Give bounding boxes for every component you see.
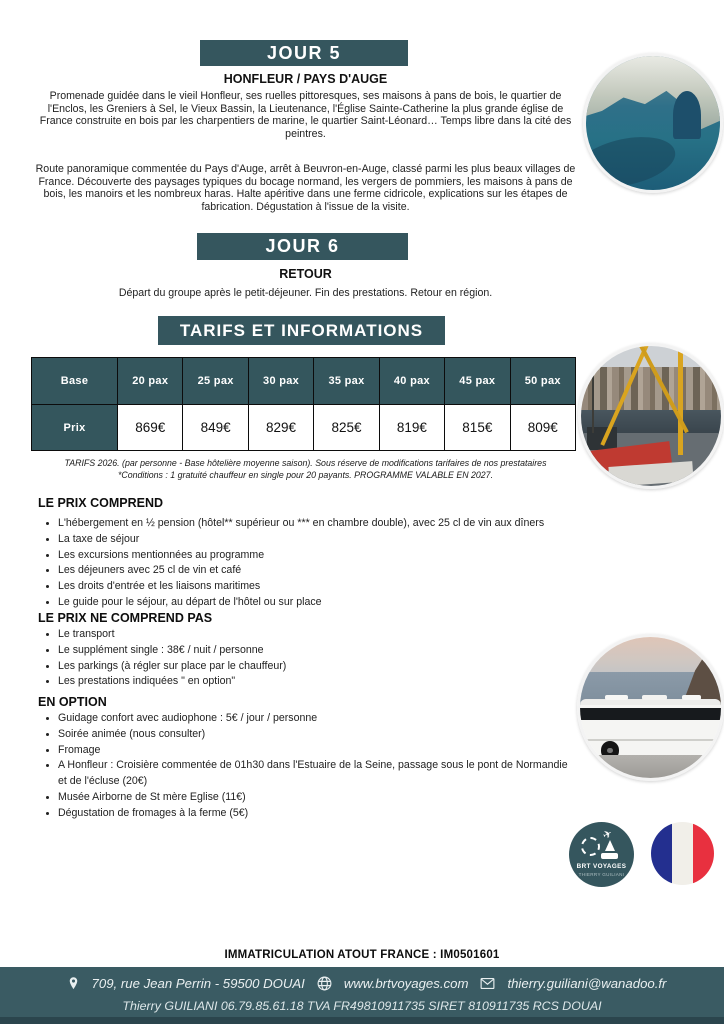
bullet-item: • L'hébergement en ½ pension (hôtel** supérieur ou *** en chambre double), avec 25 cl de vin aux dîners [58,516,569,532]
price-35pax: 825€ [314,405,379,451]
bullet-item: • Le guide pour le séjour, au départ de l'hôtel ou sur place [58,595,569,611]
day6-title: JOUR 6 [265,236,340,256]
footer-address: 709, rue Jean Perrin - 59500 DOUAI [91,976,305,991]
footer-bar [0,967,724,1024]
options-list [44,711,569,822]
immatriculation-line: IMMATRICULATION ATOUT FRANCE : IM0501601 [224,949,500,961]
bullet-item: • A Honfleur : Croisière commentée de 01h30 dans l'Estuaire de la Seine, passage sous le pont de Normandie et de l'écluse (20€) [58,758,569,790]
location-pin-icon [66,976,81,991]
bullet-item: • Soirée animée (nous consulter) [58,727,569,743]
price-30pax: 829€ [248,405,313,451]
not-included-list [44,627,569,690]
footer-contact-row [14,975,718,992]
col-30pax: 30 pax [248,358,313,405]
col-35pax: 35 pax [314,358,379,405]
footer-website-link[interactable]: www.brtvoyages.com [343,976,469,991]
price-25pax: 849€ [183,405,248,451]
bullet-item: • Musée Airborne de St mère Eglise (11€) [58,790,569,806]
sailboat-icon [605,840,615,851]
day5-paragraph-2: Route panoramique commentée du Pays d'Auge, arrêt à Beuvron-en-Auge, classé parmi les plus beaux villages de France. Découverte des paysages typiques du bocage normand, les vergers de pommiers, les maisons à pans de bois, les manoirs et les nombreux haras. Halte apéritive dans une ferme cidricole, explications sur les étapes de fabrication. Dégustation à l'issue de la visite. [35,163,576,213]
day5-subtitle: HONFLEUR / PAYS D'AUGE [223,72,388,86]
price-row-label: Prix [32,405,118,451]
bullet-item: • La taxe de séjour [58,532,569,548]
footer-bottom-strip [0,1017,724,1024]
included-list [44,516,569,611]
price-20pax: 869€ [118,405,183,451]
col-50pax: 50 pax [510,358,575,405]
tarifs-note-line1: TARIFS 2026. (par personne - Base hôtelière moyenne saison). Sous réserve de modifications tarifaires de nos prestataires [64,458,547,468]
bullet-item: • Les excursions mentionnées au programme [58,548,569,564]
day6-header-box [197,233,408,260]
bullet-item: • Les droits d'entrée et les liaisons maritimes [58,579,569,595]
envelope-icon [479,975,496,992]
price-table-header-row [32,358,576,405]
footer-legal-line: Thierry GUILIANI 06.79.85.61.18 TVA FR49810911735 SIRET 810911735 RCS DOUAI [122,999,602,1013]
bullet-item: • Les prestations indiquées " en option" [58,674,569,690]
bus-icon [601,853,618,859]
price-45pax: 815€ [445,405,510,451]
logo-subtitle: THIERRY GUILIANI [578,872,625,877]
section-heading-not-included: LE PRIX NE COMPREND PAS [38,611,213,625]
bullet-item: • Fromage [58,743,569,759]
bullet-item: • Guidage confort avec audiophone : 5€ / jour / personne [58,711,569,727]
airplane-icon: ✈ [600,826,615,843]
bullet-item: • Les déjeuners avec 25 cl de vin et café [58,563,569,579]
bullet-item: • Dégustation de fromages à la ferme (5€) [58,806,569,822]
tarifs-note [35,458,576,481]
french-flag-icon [651,822,714,885]
bullet-item: • Le supplément single : 38€ / nuit / personne [58,643,569,659]
etretat-cliffs-photo [583,53,723,193]
bullet-item: • Les parkings (à régler sur place par le chauffeur) [58,659,569,675]
price-50pax: 809€ [510,405,575,451]
day5-paragraph-1: Promenade guidée dans le vieil Honfleur, ses ruelles pittoresques, ses maisons à pans de bois, le quartier de l'Enclos, les Greniers à Sel, le Vieux Bassin, la Lieutenance, l'Église Sainte-Catherine la plus grande église de France construite en bois par les charpentiers de marine, le quartier Saint-Léonard… Temps libre dans la cité des peintres. [39,90,572,140]
price-table-corner: Base [32,358,118,405]
price-40pax: 819€ [379,405,444,451]
coach-bus-photo [577,634,724,781]
col-25pax: 25 pax [183,358,248,405]
price-table-values-row [32,405,576,451]
tarifs-title: TARIFS ET INFORMATIONS [179,320,424,340]
brt-voyages-logo [569,822,634,887]
ship-wheel-icon [581,837,600,856]
footer-email-link[interactable]: thierry.guiliani@wanadoo.fr [507,976,667,991]
logo-title: BRT VOYAGES [576,863,627,870]
col-20pax: 20 pax [118,358,183,405]
price-table [31,357,576,451]
day5-title: JOUR 5 [266,42,342,63]
day5-header-box [200,40,408,66]
tarifs-note-line2: *Conditions : 1 gratuité chauffeur en single pour 20 payants. PROGRAMME VALABLE EN 2027. [117,469,494,480]
section-heading-included: LE PRIX COMPREND [38,496,164,510]
section-heading-options: EN OPTION [38,695,107,709]
tarifs-header-box [158,316,445,345]
col-45pax: 45 pax [445,358,510,405]
honfleur-harbour-photo [578,343,724,489]
col-40pax: 40 pax [379,358,444,405]
bullet-item: • Le transport [58,627,569,643]
globe-icon [316,975,333,992]
day6-text: Départ du groupe après le petit-déjeuner. Fin des prestations. Retour en région. [118,287,493,299]
day6-subtitle: RETOUR [279,267,332,281]
